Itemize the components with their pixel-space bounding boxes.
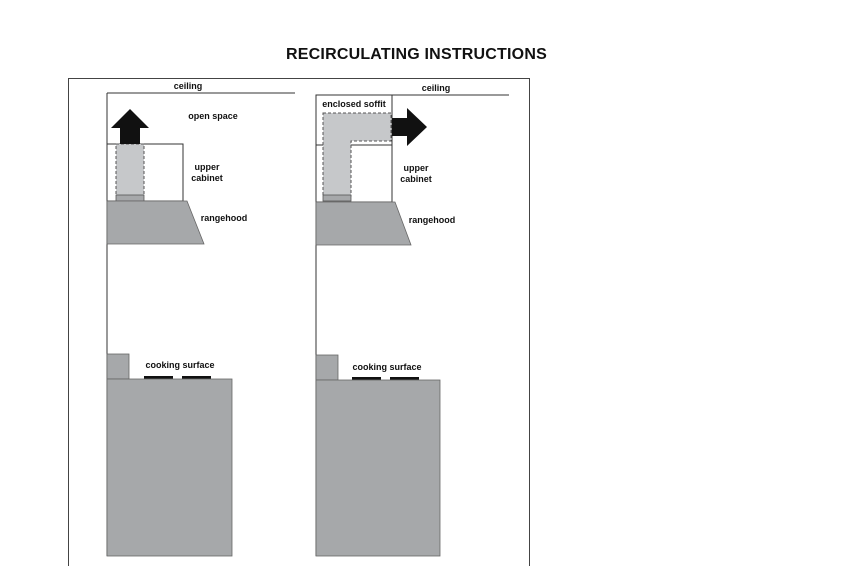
left-diagram	[107, 81, 295, 556]
left-cabinet-label: cabinet	[191, 173, 223, 183]
left-rangehood	[107, 201, 204, 244]
left-cooking-surface-label: cooking surface	[145, 360, 215, 370]
right-backsplash	[316, 355, 338, 380]
right-duct-collar	[323, 195, 351, 201]
right-enclosed-soffit-label: enclosed soffit	[322, 99, 386, 109]
right-diagram	[316, 83, 509, 556]
right-cabinet-label: cabinet	[400, 174, 432, 184]
left-upper-label: upper	[194, 162, 220, 172]
right-upper-label: upper	[403, 163, 429, 173]
left-duct	[116, 144, 144, 196]
left-ceiling-label: ceiling	[173, 81, 203, 91]
right-ceiling-label: ceiling	[421, 83, 451, 93]
left-rangehood-label: rangehood	[200, 213, 248, 223]
left-up-arrow-icon	[111, 109, 149, 144]
page-title: RECIRCULATING INSTRUCTIONS	[286, 46, 547, 63]
left-open-space-label: open space	[188, 111, 238, 121]
left-duct-collar	[116, 195, 144, 201]
right-arrow-icon	[392, 108, 427, 146]
left-backsplash	[107, 354, 129, 379]
right-rangehood-label: rangehood	[408, 215, 456, 225]
left-range-body	[107, 379, 232, 556]
right-rangehood	[316, 202, 411, 245]
right-range-body	[316, 380, 440, 556]
right-cooking-surface-label: cooking surface	[352, 362, 422, 372]
